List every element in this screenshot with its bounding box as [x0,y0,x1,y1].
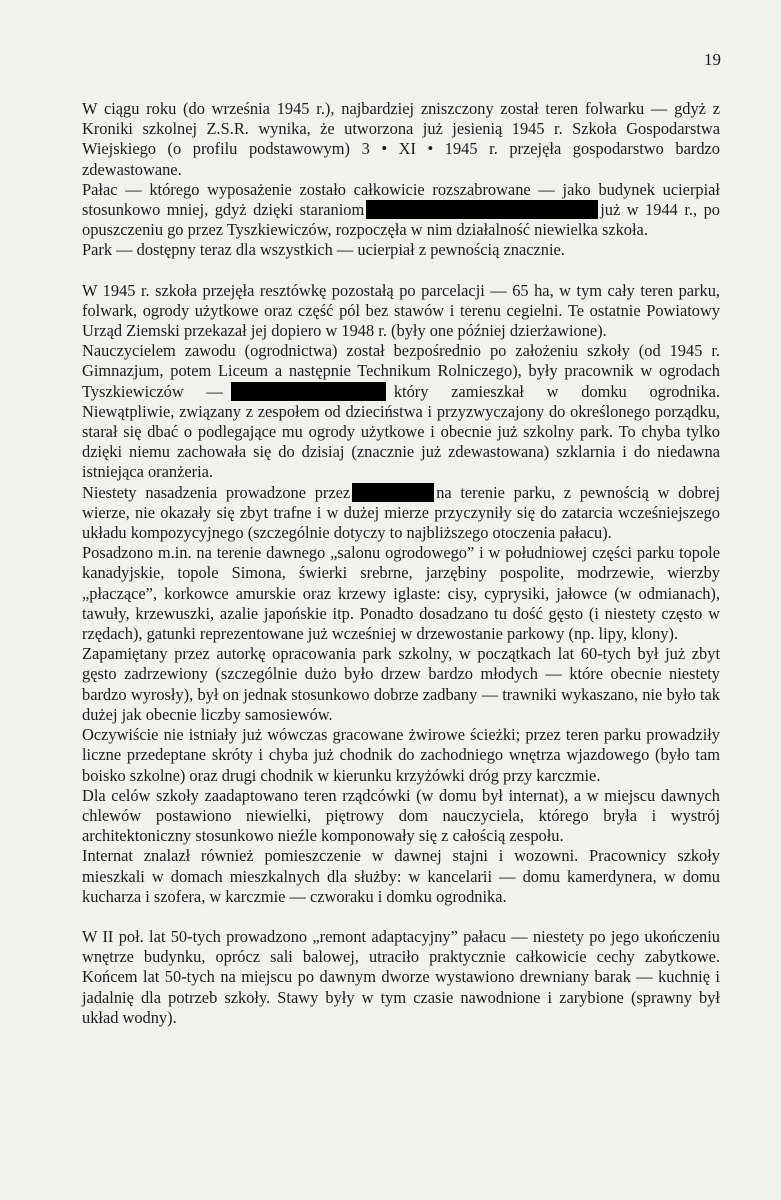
paragraph: Park — dostępny teraz dla wszystkich — ucierpiał z pewnością znacznie. [82,240,565,260]
redaction-bar [366,200,598,219]
paragraph-text: Niestety nasadzenia prowadzone przez [82,482,351,502]
paragraph: Internat znalazł również pomieszczenie w dawnej stajni i wozowni. Pracownicy szkoły mieszkali w domach mieszkalnych dla służby: w kancelarii — domu kamerdynera, w domu kucharza i szofera, w karczmie — czworaku i domku ogrodnika. [82,846,720,906]
paragraph-spacer [82,261,720,281]
paragraph-text: Pałac — którego wyposażenie zostało całkowicie rozszabrowane — jako budynek ucierpiał stosunkowo mniej, gdyż dzięki staraniom [82,179,720,220]
paragraph: Dla celów szkoły zaadaptowano teren rządcówki (w domu był internat), a w miejscu dawnych chlewów postawiono niewielki, piętrowy dom nauczyciela, którego bryła i wystrój architektoniczny stosunkowo nieźle komponowały się z całością zespołu. [82,785,720,846]
paragraph-text: na terenie parku, z pewnością w dobrej wierze, nie okazały się zbyt trafne i w dużej mierze przyczyniły się do zatarcia wcześniejszego układu kompozycyjnego (szczególnie dotyczy to najbliższego otoczenia pałacu). [82,482,720,543]
redaction-bar [231,382,386,401]
paragraph-text: Nauczycielem zawodu (ogrodnictwa) został bezpośrednio po założeniu szkoły (od 1945 r. Gimnazjum, potem Liceum a następnie Technikum Rolniczego), były pracownik w ogrodach Tyszkiewiczów — [82,341,720,401]
paragraph: Posadzono m.in. na terenie dawnego „salonu ogrodowego” i w południowej części parku topole kanadyjskie, topole Simona, świerki srebrne, jarzębiny pospolite, modrzewie, wierzby „płaczące”, korkowce amurskie oraz krzewy iglaste: cisy, cyprysiki, jałowce (w odmianach), tawuły, krzewuszki, azalie japońskie itp. Ponadto dosadzano tu dość gęsto (i niestety często w rzędach), gatunki reprezentowane już wcześniej w drzewostanie parkowy (np. lipy, klony). [82,543,720,644]
paragraph-text: który zamieszkał w domku ogrodnika. Niewątpliwie, związany z zespołem od dzieciństwa i przyzwyczajony do określonego porządku, starał się dbać o podlegające mu ogrody użytkowe i obecnie już szkolny park. To chyba tylko dzięki niemu zachowała się do dzisiaj (znacznie już zdewastowana) szklarnia i do niedawna istniejąca oranżeria. [82,381,721,482]
paragraph [82,180,720,241]
redaction-bar [352,483,434,502]
paragraph: W 1945 r. szkoła przejęła resztówkę pozostałą po parcelacji — 65 ha, w tym cały teren parku, folwark, ogrody użytkowe oraz część pól bez stawów i terenu cegielni. Te ostatnie Powiatowy Urząd Ziemski przekazał jej dopiero w 1948 r. (były one później dzierżawione). [82,280,720,341]
paragraph: W II poł. lat 50-tych prowadzono „remont adaptacyjny” pałacu — niestety po jego ukończeniu wnętrze budynku, oprócz sali balowej, utraciło praktycznie całkowicie cechy zabytkowe. Końcem lat 50-tych na miejscu po dawnym dworze wystawiono drewniany barak — kuchnię i jadalnię dla potrzeb szkoły. Stawy były w tym czasie nawodnione i zarybione (sprawny był układ wodny). [82,926,720,1027]
paragraph: W ciągu roku (do września 1945 r.), najbardziej zniszczony został teren folwarku — gdyż z Kroniki szkolnej Z.S.R. wynika, że utworzona już jesienią 1945 r. Szkoła Gospodarstwa Wiejskiego (o profilu podstawowym) 3 • XI • 1945 r. przejęła gospodarstwo bardzo zdewastowane. [82,99,720,179]
paragraph: Zapamiętany przez autorkę opracowania park szkolny, w początkach lat 60-tych był już zbyt gęsto zadrzewiony (szczególnie dużo było drzew bardzo młodych — które obecnie niestety bardzo wyrosły), był on jednak stosunkowo dobrze zadbany — trawniki wykaszano, nie było tak dużej jak obecnie liczby samosiewów. [82,644,720,724]
page-number: 19 [704,50,721,69]
paragraph [82,341,720,482]
paragraph-text: już w 1944 r., po opuszczeniu go przez Tyszkiewiczów, rozpoczęła w nim działalność niewielka szkoła. [82,200,720,240]
body-text [82,99,720,1028]
paragraph: Oczywiście nie istniały już wówczas gracowane żwirowe ścieżki; przez teren parku prowadziły liczne przedeptane skróty i chyba już chodnik do zachodniego wnętrza wjazdowego (było tam boisko szkolne) oraz drugi chodnik w kierunku krzyżówki dróg przy karczmie. [82,725,720,785]
paragraph [82,483,720,544]
paragraph-spacer [82,907,720,927]
